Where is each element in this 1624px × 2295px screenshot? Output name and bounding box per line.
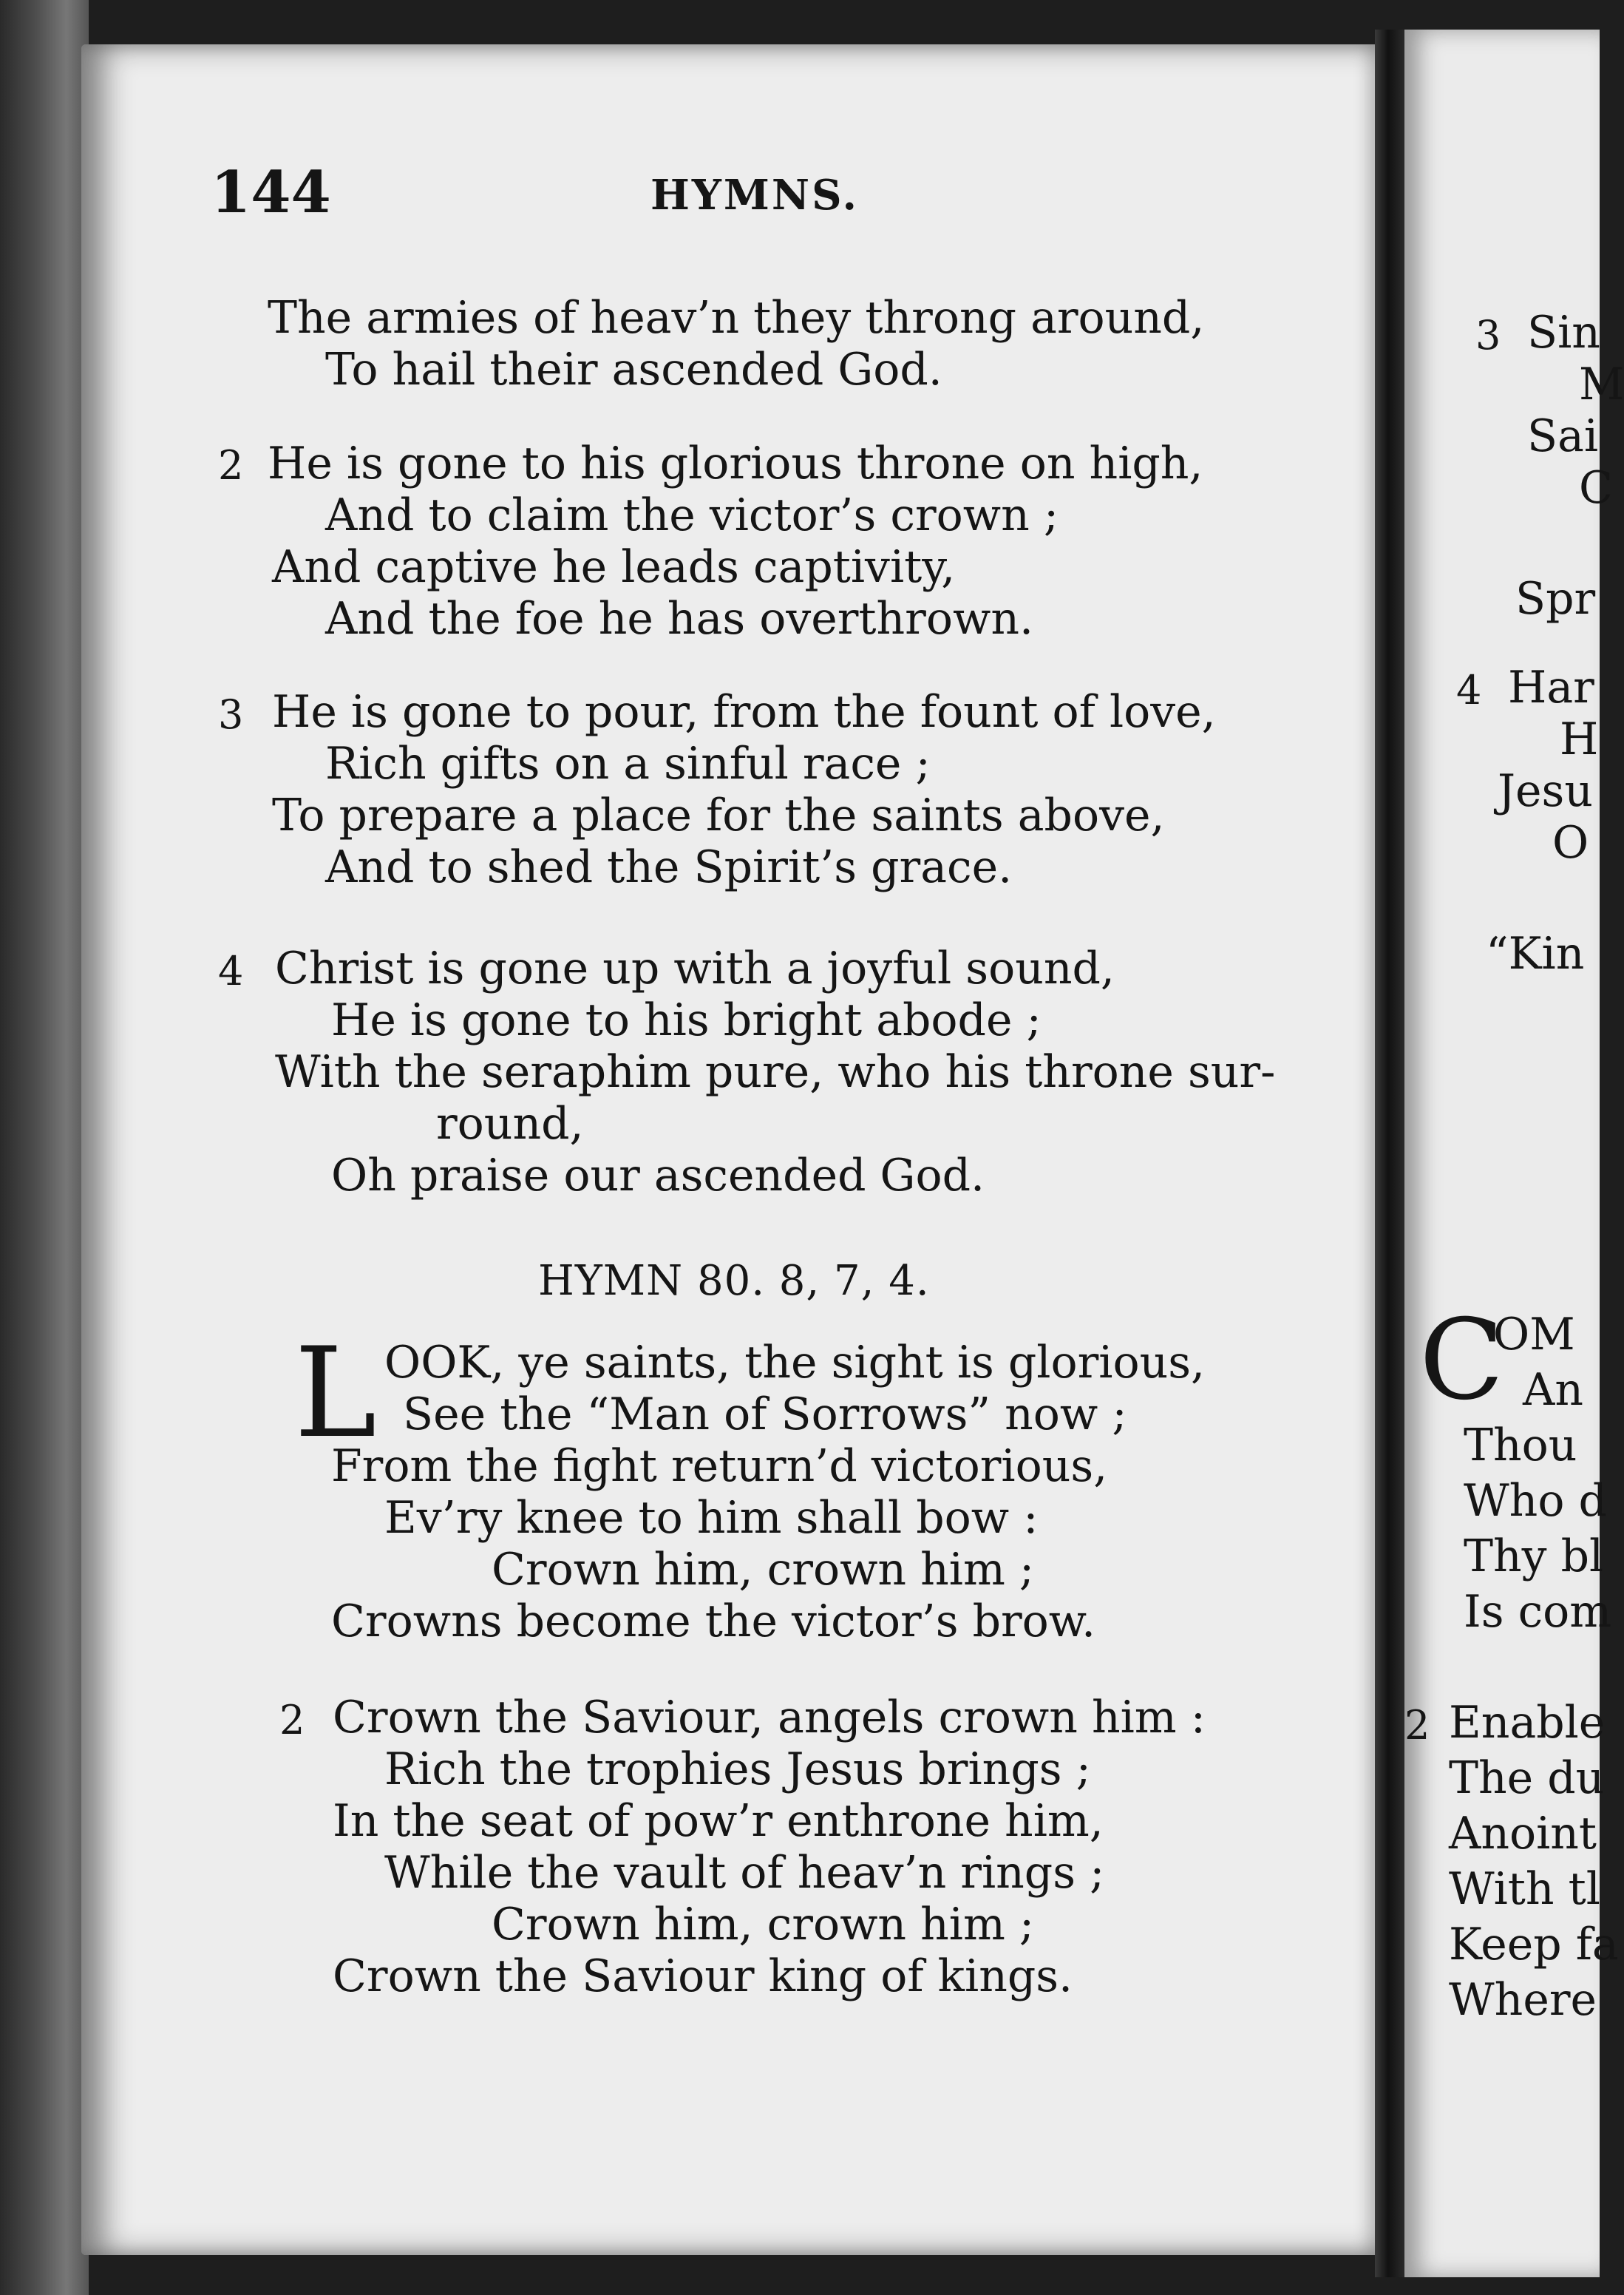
verse-line: Crowns become the victor’s brow.	[331, 1596, 1096, 1647]
verse-line-fragment: With tl	[1449, 1863, 1600, 1915]
verse-line: round,	[436, 1098, 584, 1150]
verse-line: Christ is gone up with a joyful sound,	[275, 943, 1115, 994]
verse-line: And to shed the Spirit’s grace.	[325, 841, 1013, 893]
verse-line-fragment: M	[1579, 359, 1624, 410]
page-header	[133, 159, 1331, 226]
verse-line-fragment: Anoint	[1449, 1808, 1597, 1860]
verse-line-fragment: An	[1523, 1364, 1583, 1416]
verse-line: OOK, ye saints, the sight is glorious,	[384, 1337, 1206, 1389]
book-gutter	[1375, 30, 1404, 2277]
drop-cap: L	[294, 1321, 377, 1465]
verse-line-fragment: C	[1579, 462, 1613, 514]
verse-line-fragment: Har	[1508, 662, 1594, 713]
verse-line: See the “Man of Sorrows” now ;	[403, 1389, 1127, 1440]
verse-line: Rich the trophies Jesus brings ;	[384, 1743, 1091, 1795]
verse-line-fragment: “Kin	[1486, 928, 1585, 980]
stanza-number: 4	[218, 948, 244, 994]
stanza-number: 2	[218, 442, 244, 489]
verse-line: And the foe he has overthrown.	[325, 593, 1034, 645]
verse-line: From the fight return’d victorious,	[331, 1440, 1108, 1492]
verse-line-fragment: Sin	[1527, 307, 1600, 359]
verse-line: In the seat of pow’r enthrone him,	[333, 1795, 1104, 1847]
verse-line-fragment: Where	[1449, 1974, 1597, 2026]
verse-line-fragment: The du	[1449, 1752, 1605, 1804]
stanza-number: 2	[279, 1697, 305, 1743]
verse-line-fragment: Who d	[1464, 1475, 1607, 1527]
verse-line-fragment: Enable	[1449, 1697, 1606, 1749]
verse-line: With the seraphim pure, who his throne sur-	[275, 1046, 1276, 1098]
hymn-title: HYMN 80. 8, 7, 4.	[538, 1257, 930, 1305]
verse-line-fragment: Is com	[1464, 1586, 1612, 1638]
verse-line: While the vault of heav’n rings ;	[384, 1847, 1105, 1899]
stanza-number: 3	[1475, 312, 1501, 359]
verse-line: The armies of heav’n they throng around,	[268, 292, 1205, 344]
verse-line: Rich gifts on a sinful race ;	[325, 738, 931, 790]
stanza-number: 3	[218, 691, 244, 738]
verse-line-fragment: Spr	[1515, 573, 1596, 625]
verse-line: Crown him, crown him ;	[492, 1899, 1035, 1950]
stanza-number: 2	[1404, 1702, 1430, 1749]
stanza-number: 4	[1456, 667, 1482, 713]
verse-line-fragment: Keep fa	[1449, 1919, 1619, 1970]
verse-line-fragment: O	[1552, 817, 1589, 869]
verse-line: Crown him, crown him ;	[492, 1544, 1035, 1596]
verse-line-fragment: Jesu	[1498, 765, 1593, 817]
page-number: 144	[211, 159, 331, 226]
running-head: HYMNS.	[650, 171, 860, 220]
book-binding-left	[0, 0, 89, 2295]
verse-line: And to claim the victor’s crown ;	[325, 489, 1059, 541]
verse-line: Crown the Saviour king of kings.	[333, 1950, 1073, 2002]
verse-line-fragment: H	[1560, 713, 1599, 765]
drop-cap: C	[1419, 1296, 1504, 1425]
verse-line: He is gone to his glorious throne on high,	[268, 438, 1203, 489]
verse-line: Crown the Saviour, angels crown him :	[333, 1692, 1206, 1743]
verse-line-fragment: Sai	[1527, 410, 1599, 462]
verse-line-fragment: Thou	[1464, 1420, 1577, 1471]
verse-line: To hail their ascended God.	[325, 344, 942, 396]
verse-line: And captive he leads captivity,	[272, 541, 956, 593]
verse-line: Oh praise our ascended God.	[331, 1150, 985, 1201]
verse-line: He is gone to pour, from the fount of love,	[272, 686, 1216, 738]
adjacent-page	[1404, 30, 1624, 2277]
verse-line: He is gone to his bright abode ;	[331, 994, 1042, 1046]
verse-line: To prepare a place for the saints above,	[272, 790, 1165, 841]
verse-line-fragment: Thy bl	[1464, 1530, 1604, 1582]
verse-line-fragment: OM	[1493, 1309, 1575, 1360]
verse-line: Ev’ry knee to him shall bow :	[384, 1492, 1039, 1544]
